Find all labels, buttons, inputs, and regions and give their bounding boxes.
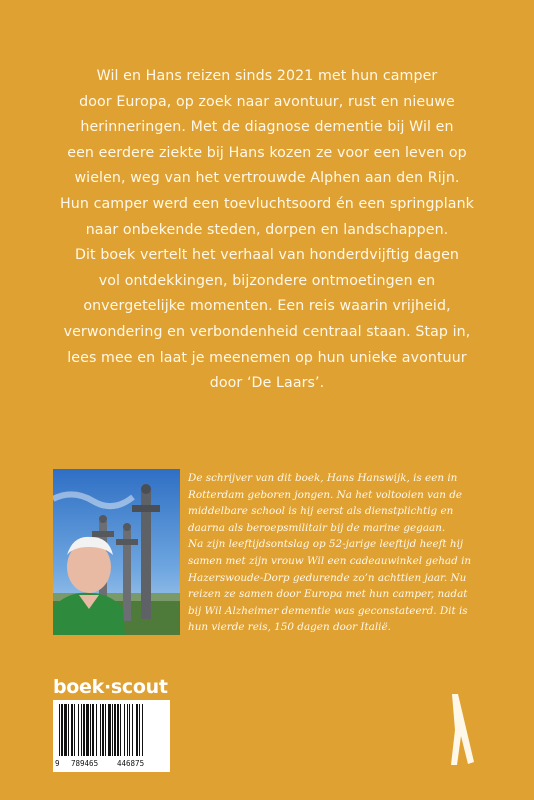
blurb-line: onvergetelijke momenten. Een reis waarin vrijheid, xyxy=(83,298,451,315)
bio-line: Na zijn leeftijdsontslag op 52-jarige leeftijd heeft hij xyxy=(188,538,464,551)
barcode-bar xyxy=(86,704,89,756)
bio-line: daarna als beroepsmilitair bij de marine gegaan. xyxy=(188,521,446,534)
barcode-bar xyxy=(64,704,67,756)
barcode-bar xyxy=(136,704,138,756)
publisher-logo xyxy=(53,676,168,698)
blurb-line: Hun camper werd een toevluchtsoord én een springplank xyxy=(60,195,474,212)
barcode-bar xyxy=(71,704,73,756)
blurb-line: Dit boek vertelt het verhaal van honderdvijftig dagen xyxy=(74,247,460,264)
barcode-bar xyxy=(120,704,121,756)
bio-line: reizen ze samen door Europa met hun camper, nadat xyxy=(188,588,468,601)
blurb-line: wielen, weg van het vertrouwde Alphen aan den Rijn. xyxy=(74,170,460,187)
barcode-digit-first: 9 xyxy=(55,759,60,768)
bio-line: Rotterdam geboren jongen. Na het voltooien van de xyxy=(188,488,463,501)
blurb-line: herinneringen. Met de diagnose dementie bij Wil en xyxy=(80,119,454,136)
publisher-figure-icon xyxy=(448,692,476,767)
barcode-bar xyxy=(81,704,82,756)
blurb-line: een eerdere ziekte bij Hans kozen ze voor een leven op xyxy=(67,144,467,161)
barcode-bar xyxy=(61,704,63,756)
bio-line: hun vierde reis, 150 dagen door Italië. xyxy=(188,621,391,634)
barcode-bar xyxy=(90,704,91,756)
barcode-bar xyxy=(139,704,140,756)
barcode-bar xyxy=(112,704,113,756)
barcode-bar xyxy=(102,704,104,756)
blurb-line: lees mee en laat je meenemen op hun unieke avontuur xyxy=(67,349,467,366)
barcode-bar xyxy=(68,704,69,756)
logo-text-left: boek xyxy=(53,676,104,698)
barcode-bar xyxy=(127,704,128,756)
isbn-barcode xyxy=(53,700,170,772)
barcode-bar xyxy=(129,704,130,756)
bio-line: middelbare school is hij eerst als dienstplichtig en xyxy=(188,505,454,518)
barcode-bar xyxy=(124,704,125,756)
barcode-group-left: 789465 xyxy=(71,759,99,768)
blurb-line: naar onbekende steden, dorpen en landschappen. xyxy=(85,221,449,238)
blurb-line: door Europa, op zoek naar avontuur, rust en nieuwe xyxy=(79,93,455,110)
barcode-bars xyxy=(57,704,166,758)
blurb-line: vol ontdekkingen, bijzondere ontmoetingen en xyxy=(98,272,436,289)
barcode-bar xyxy=(74,704,75,756)
barcode-bar xyxy=(96,704,97,756)
bio-line: bij Wil Alzheimer dementie was geconstateerd. Dit is xyxy=(188,604,468,617)
bio-line: De schrijver van dit boek, Hans Hanswijk, is een in xyxy=(188,472,458,484)
logo-dot: · xyxy=(103,676,111,698)
author-bio xyxy=(188,470,518,636)
barcode-bar xyxy=(78,704,79,756)
blurb-line: Wil en Hans reizen sinds 2021 met hun camper xyxy=(96,68,438,84)
back-cover-blurb xyxy=(40,64,494,397)
barcode-bar xyxy=(117,704,119,756)
barcode-bar xyxy=(100,704,101,756)
barcode-bar xyxy=(114,704,116,756)
barcode-bar xyxy=(105,704,106,756)
bio-line: Hazerswoude-Dorp gedurende zo’n achttien jaar. Nu xyxy=(188,571,467,584)
barcode-bar xyxy=(108,704,111,756)
barcode-bar xyxy=(59,704,60,756)
barcode-bar xyxy=(83,704,85,756)
barcode-bar xyxy=(132,704,133,756)
blurb-line: door ‘De Laars’. xyxy=(209,375,325,392)
author-photo xyxy=(53,469,180,635)
bio-line: samen met zijn vrouw Wil een cadeauwinkel gehad in xyxy=(188,554,472,567)
blurb-line: verwondering en verbondenheid centraal staan. Stap in, xyxy=(63,323,471,340)
barcode-group-right: 446875 xyxy=(117,759,145,768)
barcode-bar xyxy=(92,704,94,756)
logo-text-right: scout xyxy=(110,676,168,698)
barcode-bar xyxy=(142,704,143,756)
